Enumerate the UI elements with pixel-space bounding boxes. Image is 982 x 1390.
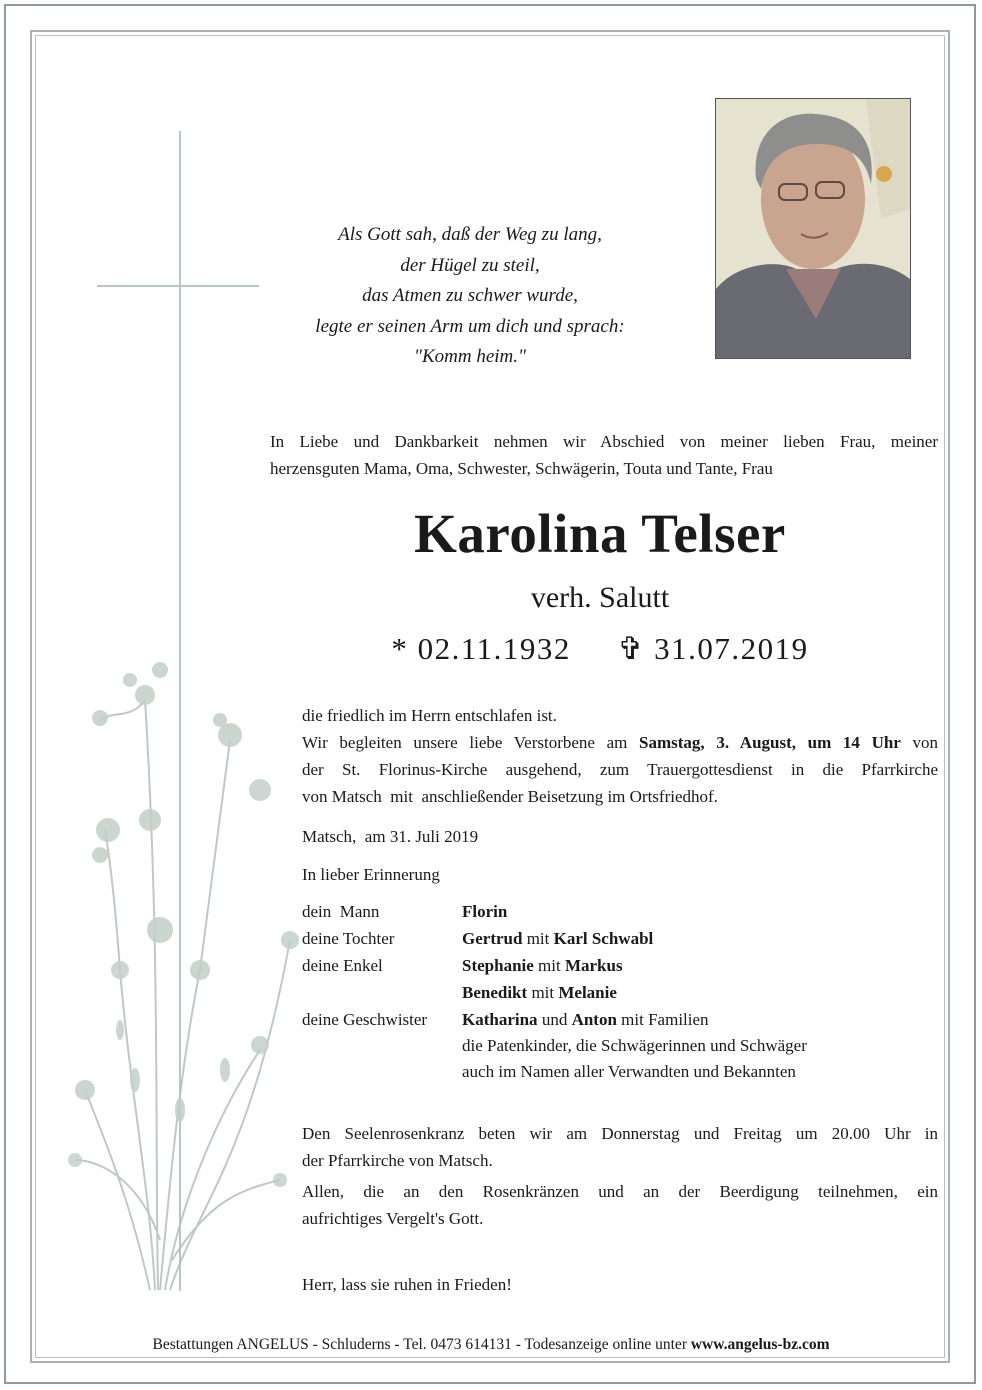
relative-row [302, 902, 507, 922]
relative-label: dein Mann [302, 902, 380, 921]
poem-line: das Atmen zu schwer wurde, [362, 285, 578, 306]
cross-horizontal-beam [97, 285, 259, 287]
funeral-date: Samstag, 3. August, um 14 Uhr [639, 733, 901, 752]
intro-text [270, 428, 938, 482]
closing-prayer: Herr, lass sie ruhen in Frieden! [302, 1275, 512, 1294]
poem [260, 220, 680, 373]
relative-name: Florin [462, 902, 508, 921]
married-name: verh. Salutt [530, 581, 670, 614]
poem-line: Als Gott sah, daß der Weg zu lang, [338, 224, 602, 245]
relative-name: Markus [564, 956, 623, 975]
relative-name: Katharina [462, 1010, 538, 1029]
funeral-line: der St. Florinus-Kirche ausgehend, zum Trauergottesdienst in die Pfarrkirche [302, 760, 938, 779]
relative-connector: mit [527, 983, 559, 1002]
funeral-text: Wir begleiten unsere liebe Verstorbene am [302, 733, 628, 752]
funeral-line [302, 729, 938, 756]
footer [0, 1336, 982, 1354]
thanks-line: aufrichtiges Vergelt's Gott. [302, 1209, 484, 1228]
relative-text: die Patenkinder, die Schwägerinnen und Schwäger [462, 1036, 807, 1055]
birth-symbol: * [391, 631, 409, 666]
funeral-line: von Matsch mit anschließender Beisetzung im Ortsfriedhof. [302, 787, 718, 806]
poem-line: legte er seinen Arm um dich und sprach: [315, 315, 625, 337]
relative-row [302, 1036, 807, 1056]
relative-row [302, 983, 617, 1003]
place-date: Matsch, am 31. Juli 2019 [302, 827, 479, 846]
wildflower-illustration [60, 640, 310, 1300]
relative-row [302, 1010, 709, 1030]
poem-line: "Komm heim." [413, 346, 526, 367]
relative-connector: und [537, 1010, 572, 1029]
relative-name: Benedikt [462, 983, 528, 1002]
funeral-info [302, 702, 938, 810]
death-cross-icon: ✞ [617, 631, 645, 666]
thanks-text [302, 1178, 938, 1232]
death-date: 31.07.2019 [654, 631, 809, 666]
relative-label: deine Enkel [302, 956, 383, 975]
relative-connector: mit [522, 929, 554, 948]
rosary-line: Den Seelenrosenkranz beten wir am Donnerstag und Freitag um 20.00 Uhr in [302, 1124, 938, 1143]
relative-row [302, 956, 623, 976]
relative-connector: mit [533, 956, 565, 975]
relative-name: Karl Schwabl [553, 929, 654, 948]
relative-label: deine Tochter [302, 929, 395, 948]
relative-label: deine Geschwister [302, 1010, 428, 1029]
funeral-text: von [912, 733, 939, 752]
website-link[interactable]: www.angelus-bz.com [690, 1336, 830, 1353]
thanks-line: Allen, die an den Rosenkränzen und an der Beerdigung teilnehmen, ein [302, 1182, 938, 1201]
poem-line: der Hügel zu steil, [400, 254, 540, 276]
intro-line: herzensguten Mama, Oma, Schwester, Schwägerin, Touta und Tante, Frau [270, 459, 773, 478]
relative-row [302, 929, 653, 949]
relative-name: Gertrud [462, 929, 523, 948]
relative-connector: mit Familien [616, 1010, 709, 1029]
life-dates [300, 631, 900, 667]
relative-name: Melanie [558, 983, 617, 1002]
deceased-name: Karolina Telser [414, 503, 786, 564]
relative-name: Stephanie [462, 956, 534, 975]
relative-row [302, 1062, 796, 1082]
intro-line: In Liebe und Dankbarkeit nehmen wir Abschied von meiner lieben Frau, meiner [270, 432, 938, 451]
birth-date: 02.11.1932 [417, 631, 571, 666]
relative-text: auch im Namen aller Verwandten und Bekannten [462, 1062, 796, 1081]
rosary-info [302, 1120, 938, 1174]
passing-text: die friedlich im Herrn entschlafen ist. [302, 706, 557, 725]
portrait-photo [715, 98, 911, 359]
in-memory-heading: In lieber Erinnerung [302, 865, 440, 884]
rosary-line: der Pfarrkirche von Matsch. [302, 1151, 493, 1170]
relative-name: Anton [571, 1010, 617, 1029]
footer-text: Bestattungen ANGELUS - Schluderns - Tel. 0473 614131 - Todesanzeige online unter [152, 1336, 691, 1353]
